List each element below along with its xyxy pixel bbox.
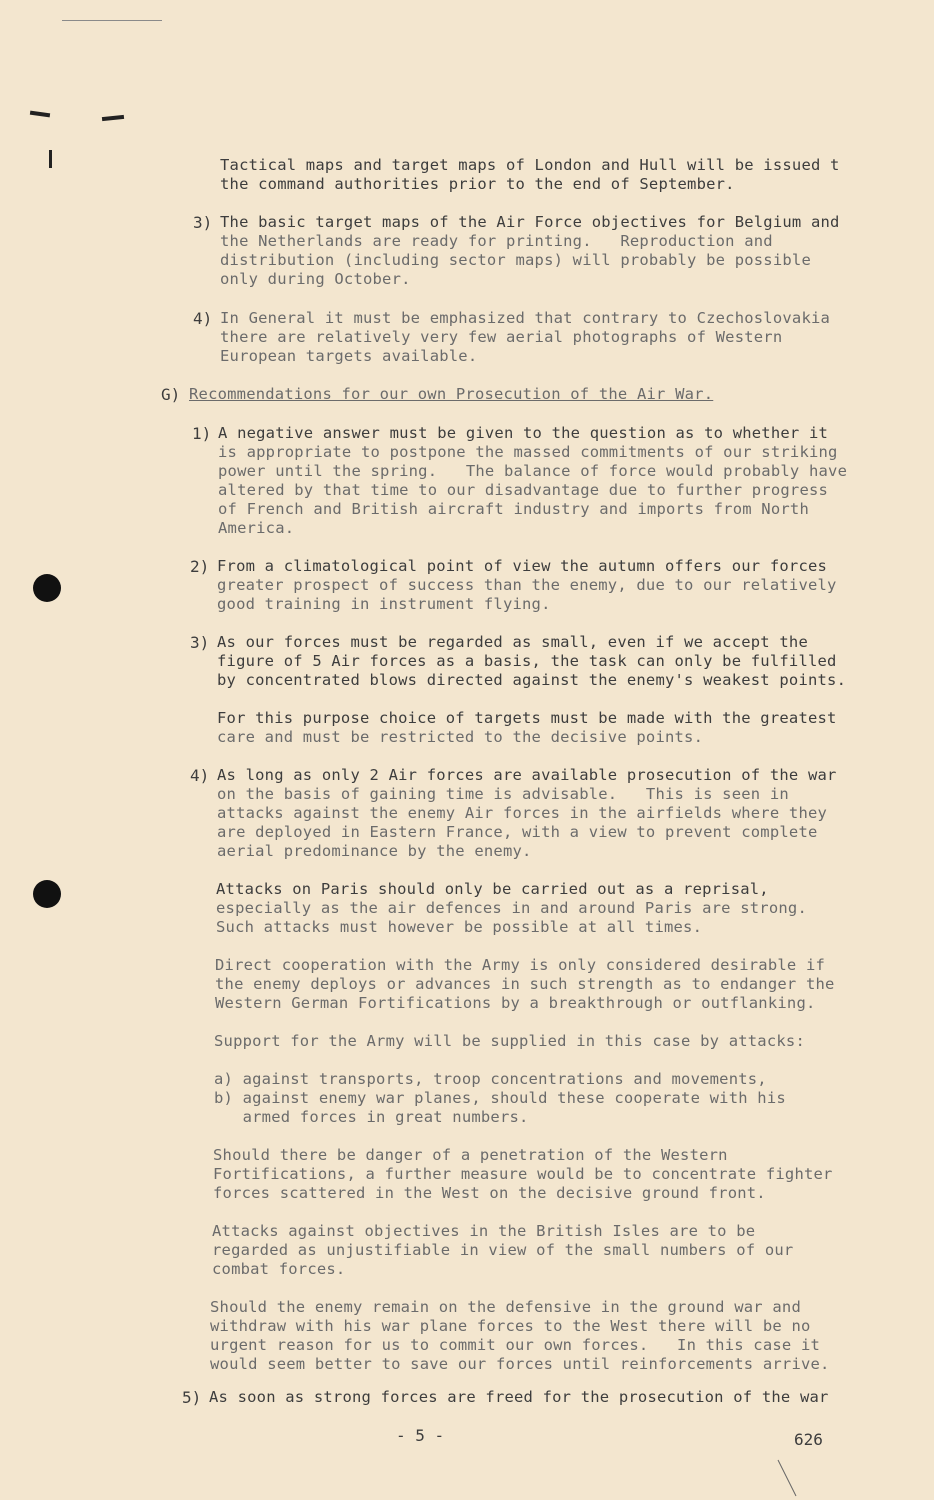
list-item: a) against transports, troop concentrations and movements, [214,1070,767,1088]
item-line: A negative answer must be given to the question as to whether it [218,424,829,442]
paragraph-line: Should the enemy remain on the defensive in the ground war and [210,1298,801,1316]
item-number: 5) [182,1388,202,1407]
punch-hole-icon [33,880,61,908]
document-number: 626 [794,1430,823,1449]
item-line: The basic target maps of the Air Force objectives for Belgium and [220,213,840,231]
paragraph-line: Attacks against objectives in the British Isles are to be [212,1222,756,1240]
list-item: b) against enemy war planes, should these cooperate with his [214,1089,786,1107]
item-line: only during October. [220,270,411,288]
item-number: 4) [193,309,213,328]
item-line: As long as only 2 Air forces are available prosecution of the war [217,766,837,784]
item-line: European targets available. [220,347,478,365]
margin-mark [30,111,50,118]
pencil-stroke-icon [776,1458,806,1498]
page-number: - 5 - [396,1426,445,1445]
item-line: figure of 5 Air forces as a basis, the task can only be fulfilled [217,652,837,670]
item-line: of French and British aircraft industry and imports from North [218,500,809,518]
item-line: aerial predominance by the enemy. [217,842,532,860]
paragraph-line: Fortifications, a further measure would be to concentrate fighter [213,1165,833,1183]
item-line: altered by that time to our disadvantage due to further progress [218,481,829,499]
item-number: 2) [190,557,210,576]
item-number: 3) [190,633,210,652]
paragraph-line: urgent reason for us to commit our own forces. In this case it [210,1336,821,1354]
item-line: are deployed in Eastern France, with a view to prevent complete [217,823,818,841]
paragraph-line: For this purpose choice of targets must be made with the greatest [217,709,837,727]
item-line: good training in instrument flying. [217,595,551,613]
paragraph-line: Attacks on Paris should only be carried out as a reprisal, [216,880,769,898]
item-number: 1) [192,424,212,443]
item-line: by concentrated blows directed against the enemy's weakest points. [217,671,847,689]
paragraph-line: especially as the air defences in and around Paris are strong. [216,899,807,917]
item-line: on the basis of gaining time is advisable. This is seen in [217,785,789,803]
item-line: greater prospect of success than the enemy, due to our relatively [217,576,837,594]
margin-mark [49,150,52,168]
punch-hole-icon [33,574,61,602]
intro-line: the command authorities prior to the end of September. [220,175,735,193]
item-line: attacks against the enemy Air forces in the airfields where they [217,804,828,822]
paragraph-line: Support for the Army will be supplied in this case by attacks: [214,1032,805,1050]
paragraph-line: combat forces. [212,1260,346,1278]
paragraph-line: Should there be danger of a penetration of the Western [213,1146,728,1164]
item-line: As soon as strong forces are freed for the prosecution of the war [209,1388,829,1406]
item-line: the Netherlands are ready for printing. Reproduction and [220,232,773,250]
list-item: armed forces in great numbers. [214,1108,529,1126]
item-number: 3) [193,213,213,232]
item-line: distribution (including sector maps) will probably be possible [220,251,811,269]
top-rule [62,20,162,21]
item-line: there are relatively very few aerial photographs of Western [220,328,783,346]
item-line: In General it must be emphasized that contrary to Czechoslovakia [220,309,831,327]
item-line: From a climatological point of view the autumn offers our forces [217,557,828,575]
paragraph-line: forces scattered in the West on the decisive ground front. [213,1184,766,1202]
section-title: Recommendations for our own Prosecution of the Air War. [189,385,714,403]
paragraph-line: the enemy deploys or advances in such strength as to endanger the [215,975,835,993]
item-line: power until the spring. The balance of force would probably have [218,462,848,480]
paragraph-line: care and must be restricted to the decisive points. [217,728,704,746]
paragraph-line: would seem better to save our forces until reinforcements arrive. [210,1355,830,1373]
paragraph-line: withdraw with his war plane forces to the West there will be no [210,1317,811,1335]
item-line: is appropriate to postpone the massed commitments of our striking [218,443,838,461]
item-line: America. [218,519,295,537]
paragraph-line: regarded as unjustifiable in view of the small numbers of our [212,1241,794,1259]
margin-mark [102,115,124,121]
paragraph-line: Direct cooperation with the Army is only considered desirable if [215,956,826,974]
paragraph-line: Such attacks must however be possible at all times. [216,918,703,936]
intro-line: Tactical maps and target maps of London and Hull will be issued t [220,156,840,174]
item-number: 4) [190,766,210,785]
item-line: As our forces must be regarded as small, even if we accept the [217,633,808,651]
paragraph-line: Western German Fortifications by a breakthrough or outflanking. [215,994,816,1012]
section-label: G) [161,385,181,404]
